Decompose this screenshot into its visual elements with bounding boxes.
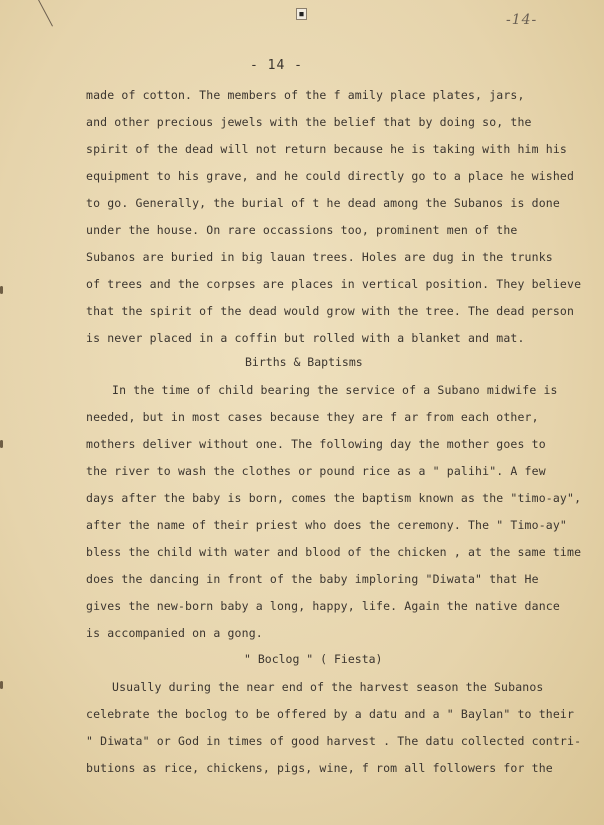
text-line: is accompanied on a gong. [86, 626, 263, 640]
edge-mark [0, 681, 3, 689]
text-line: bless the child with water and blood of the chicken , at the same time [86, 545, 582, 559]
section-heading-boclog: " Boclog " ( Fiesta) [244, 652, 383, 666]
text-line: that the spirit of the dead would grow with the tree. The dead person [86, 304, 575, 318]
text-line: does the dancing in front of the baby imploring "Diwata" that He [86, 572, 539, 586]
text-line: butions as rice, chickens, pigs, wine, f rom all followers for the [86, 761, 553, 775]
text-line: under the house. On rare occassions too, prominent men of the [86, 223, 518, 237]
text-line: after the name of their priest who does the ceremony. The " Timo-ay" [86, 518, 568, 532]
text-line: days after the baby is born, comes the baptism known as the "timo-ay", [86, 491, 582, 505]
text-line: equipment to his grave, and he could directly go to a place he wished [86, 169, 575, 183]
text-line: and other precious jewels with the belief that by doing so, the [86, 115, 532, 129]
handwritten-page-number: -14- [506, 12, 538, 28]
text-line: gives the new-born baby a long, happy, life. Again the native dance [86, 599, 560, 613]
text-line: made of cotton. The members of the f amily place plates, jars, [86, 88, 525, 102]
text-line: celebrate the boclog to be offered by a datu and a " Baylan" to their [86, 707, 575, 721]
text-line: is never placed in a coffin but rolled with a blanket and mat. [86, 331, 525, 345]
text-line: to go. Generally, the burial of t he dead among the Subanos is done [86, 196, 560, 210]
edge-mark [0, 286, 3, 294]
text-line: spirit of the dead will not return because he is taking with him his [86, 142, 568, 156]
text-line: the river to wash the clothes or pound rice as a " palihi". A few [86, 464, 546, 478]
text-line: " Diwata" or God in times of good harvest . The datu collected contri- [86, 734, 582, 748]
text-line: In the time of child bearing the service of a Subano midwife is [112, 383, 558, 397]
binder-hole-mark: ■ [296, 8, 307, 20]
text-line: needed, but in most cases because they are f ar from each other, [86, 410, 539, 424]
section-heading-births-baptisms: Births & Baptisms [245, 355, 363, 369]
paper-crease [38, 0, 53, 26]
edge-mark [0, 440, 3, 448]
text-line: Subanos are buried in big lauan trees. Holes are dug in the trunks [86, 250, 553, 264]
text-line: Usually during the near end of the harvest season the Subanos [112, 680, 544, 694]
page-number: - 14 - [250, 58, 303, 73]
text-line: of trees and the corpses are places in vertical position. They believe [86, 277, 582, 291]
text-line: mothers deliver without one. The following day the mother goes to [86, 437, 546, 451]
